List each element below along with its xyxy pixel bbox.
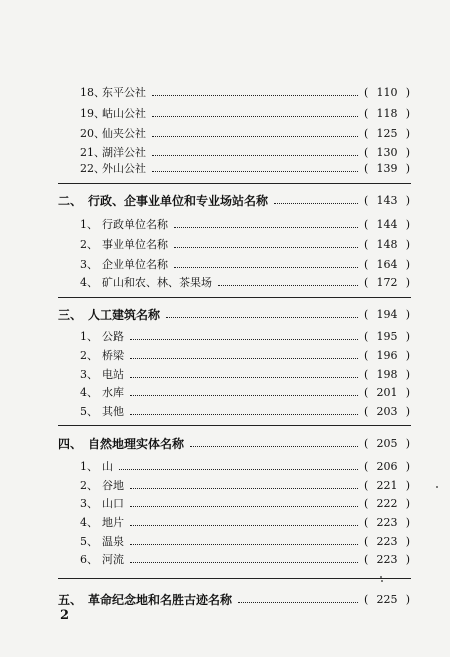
page-reference: ( 223 ) (364, 552, 410, 566)
entry-label: 矿山和农、林、茶果场 (102, 276, 212, 289)
toc-entry (80, 124, 410, 142)
page-reference: ( 110 ) (364, 85, 410, 99)
leader-dots (152, 115, 358, 117)
leader-dots (174, 246, 358, 248)
toc-entry (80, 215, 410, 233)
entry-label: 桥梁 (102, 349, 124, 362)
leader-dots (152, 94, 358, 96)
page-reference: ( 125 ) (364, 126, 410, 140)
toc-entry (80, 513, 410, 531)
page-reference: ( 164 ) (364, 257, 410, 271)
leader-dots (119, 468, 358, 470)
page-reference: ( 223 ) (364, 515, 410, 529)
toc-entry (80, 476, 410, 494)
toc-entry (80, 383, 410, 401)
entry-label: 行政单位名称 (102, 218, 168, 231)
toc-entry (80, 494, 410, 512)
entry-number: 3、 (80, 258, 98, 271)
entry-number: 3、 (80, 368, 98, 381)
toc-entry (80, 255, 410, 273)
toc-entry (80, 402, 410, 420)
entry-number: 5、 (80, 405, 98, 418)
entry-number: 4、 (80, 516, 98, 529)
entry-label: 温泉 (102, 535, 124, 548)
page-reference: ( 222 ) (364, 496, 410, 510)
section-divider (58, 578, 411, 579)
page-number: 2 (60, 608, 70, 623)
page-reference: ( 221 ) (364, 478, 410, 492)
page-reference: ( 195 ) (364, 329, 410, 343)
toc-entry (80, 83, 410, 101)
toc-section-heading (58, 305, 410, 323)
leader-dots (130, 543, 358, 545)
leader-dots (130, 505, 358, 507)
entry-label: 山口 (102, 497, 124, 510)
entry-number: 4、 (80, 276, 98, 289)
leader-dots (274, 202, 358, 204)
leader-dots (130, 376, 358, 378)
toc-entry (80, 457, 410, 475)
entry-label: 水库 (102, 386, 124, 399)
entry-number: 3、 (80, 497, 98, 510)
page-reference: ( 130 ) (364, 145, 410, 159)
page-reference: ( 143 ) (364, 193, 410, 207)
leader-dots (130, 561, 358, 563)
section-divider (58, 297, 411, 298)
page-reference: ( 172 ) (364, 275, 410, 289)
section-number: 五、 (58, 592, 83, 607)
entry-label: 山 (102, 460, 113, 473)
entry-number: 6、 (80, 553, 98, 566)
entry-label: 电站 (102, 368, 124, 381)
entry-label: 河流 (102, 553, 124, 566)
section-title: 自然地理实体名称 (88, 436, 185, 451)
entry-number: 2、 (80, 349, 98, 362)
entry-label: 外山公社 (102, 162, 146, 175)
leader-dots (130, 338, 358, 340)
leader-dots (190, 445, 358, 447)
page-reference: ( 118 ) (364, 106, 410, 120)
page-reference: ( 205 ) (364, 436, 410, 450)
page-reference: ( 201 ) (364, 385, 410, 399)
leader-dots (174, 266, 358, 268)
entry-label: 其他 (102, 405, 124, 418)
section-title: 人工建筑名称 (88, 307, 161, 322)
leader-dots (152, 135, 358, 137)
entry-number: 22、 (80, 162, 105, 175)
page-reference: ( 225 ) (364, 592, 410, 606)
leader-dots (130, 524, 358, 526)
leader-dots (130, 487, 358, 489)
toc-entry (80, 159, 410, 177)
section-number: 二、 (58, 193, 83, 208)
leader-dots (218, 284, 358, 286)
entry-number: 19、 (80, 107, 105, 120)
page-reference: ( 139 ) (364, 161, 410, 175)
entry-number: 21、 (80, 146, 105, 159)
toc-entry (80, 273, 410, 291)
entry-label: 谷地 (102, 479, 124, 492)
page-reference: ( 203 ) (364, 404, 410, 418)
entry-label: 仙夹公社 (102, 127, 146, 140)
section-title: 革命纪念地和名胜古迹名称 (88, 592, 233, 607)
page-reference: ( 198 ) (364, 367, 410, 381)
toc-entry (80, 346, 410, 364)
entry-number: 20、 (80, 127, 105, 140)
entry-label: 企业单位名称 (102, 258, 168, 271)
page-reference: ( 194 ) (364, 307, 410, 321)
entry-label: 湖洋公社 (102, 146, 146, 159)
entry-label: 岵山公社 (102, 107, 146, 120)
entry-number: 1、 (80, 330, 98, 343)
entry-label: 事业单位名称 (102, 238, 168, 251)
entry-number: 1、 (80, 218, 98, 231)
page-reference: ( 144 ) (364, 217, 410, 231)
section-number: 三、 (58, 307, 83, 322)
leader-dots (130, 357, 358, 359)
entry-label: 公路 (102, 330, 124, 343)
toc-entry (80, 365, 410, 383)
toc-section-heading (58, 590, 410, 608)
entry-label: 地片 (102, 516, 124, 529)
toc-entry (80, 104, 410, 122)
entry-number: 18、 (80, 86, 105, 99)
leader-dots (130, 394, 358, 396)
scan-speck (436, 486, 438, 488)
page-reference: ( 148 ) (364, 237, 410, 251)
entry-number: 1、 (80, 460, 98, 473)
section-number: 四、 (58, 436, 83, 451)
leader-dots (238, 601, 358, 603)
toc-entry (80, 532, 410, 550)
toc-section-heading (58, 191, 410, 209)
entry-number: 4、 (80, 386, 98, 399)
entry-number: 2、 (80, 238, 98, 251)
entry-number: 2、 (80, 479, 98, 492)
section-divider (58, 425, 411, 426)
scan-speck (380, 576, 382, 578)
section-divider (58, 183, 411, 184)
page-reference: ( 196 ) (364, 348, 410, 362)
toc-entry (80, 235, 410, 253)
leader-dots (166, 316, 358, 318)
scan-speck (381, 580, 383, 582)
toc-section-heading (58, 434, 410, 452)
entry-label: 东平公社 (102, 86, 146, 99)
leader-dots (174, 226, 358, 228)
toc-entry (80, 550, 410, 568)
section-title: 行政、企事业单位和专业场站名称 (88, 193, 269, 208)
leader-dots (130, 413, 358, 415)
leader-dots (152, 154, 358, 156)
page-reference: ( 223 ) (364, 534, 410, 548)
page-reference: ( 206 ) (364, 459, 410, 473)
toc-entry (80, 327, 410, 345)
leader-dots (152, 170, 358, 172)
entry-number: 5、 (80, 535, 98, 548)
